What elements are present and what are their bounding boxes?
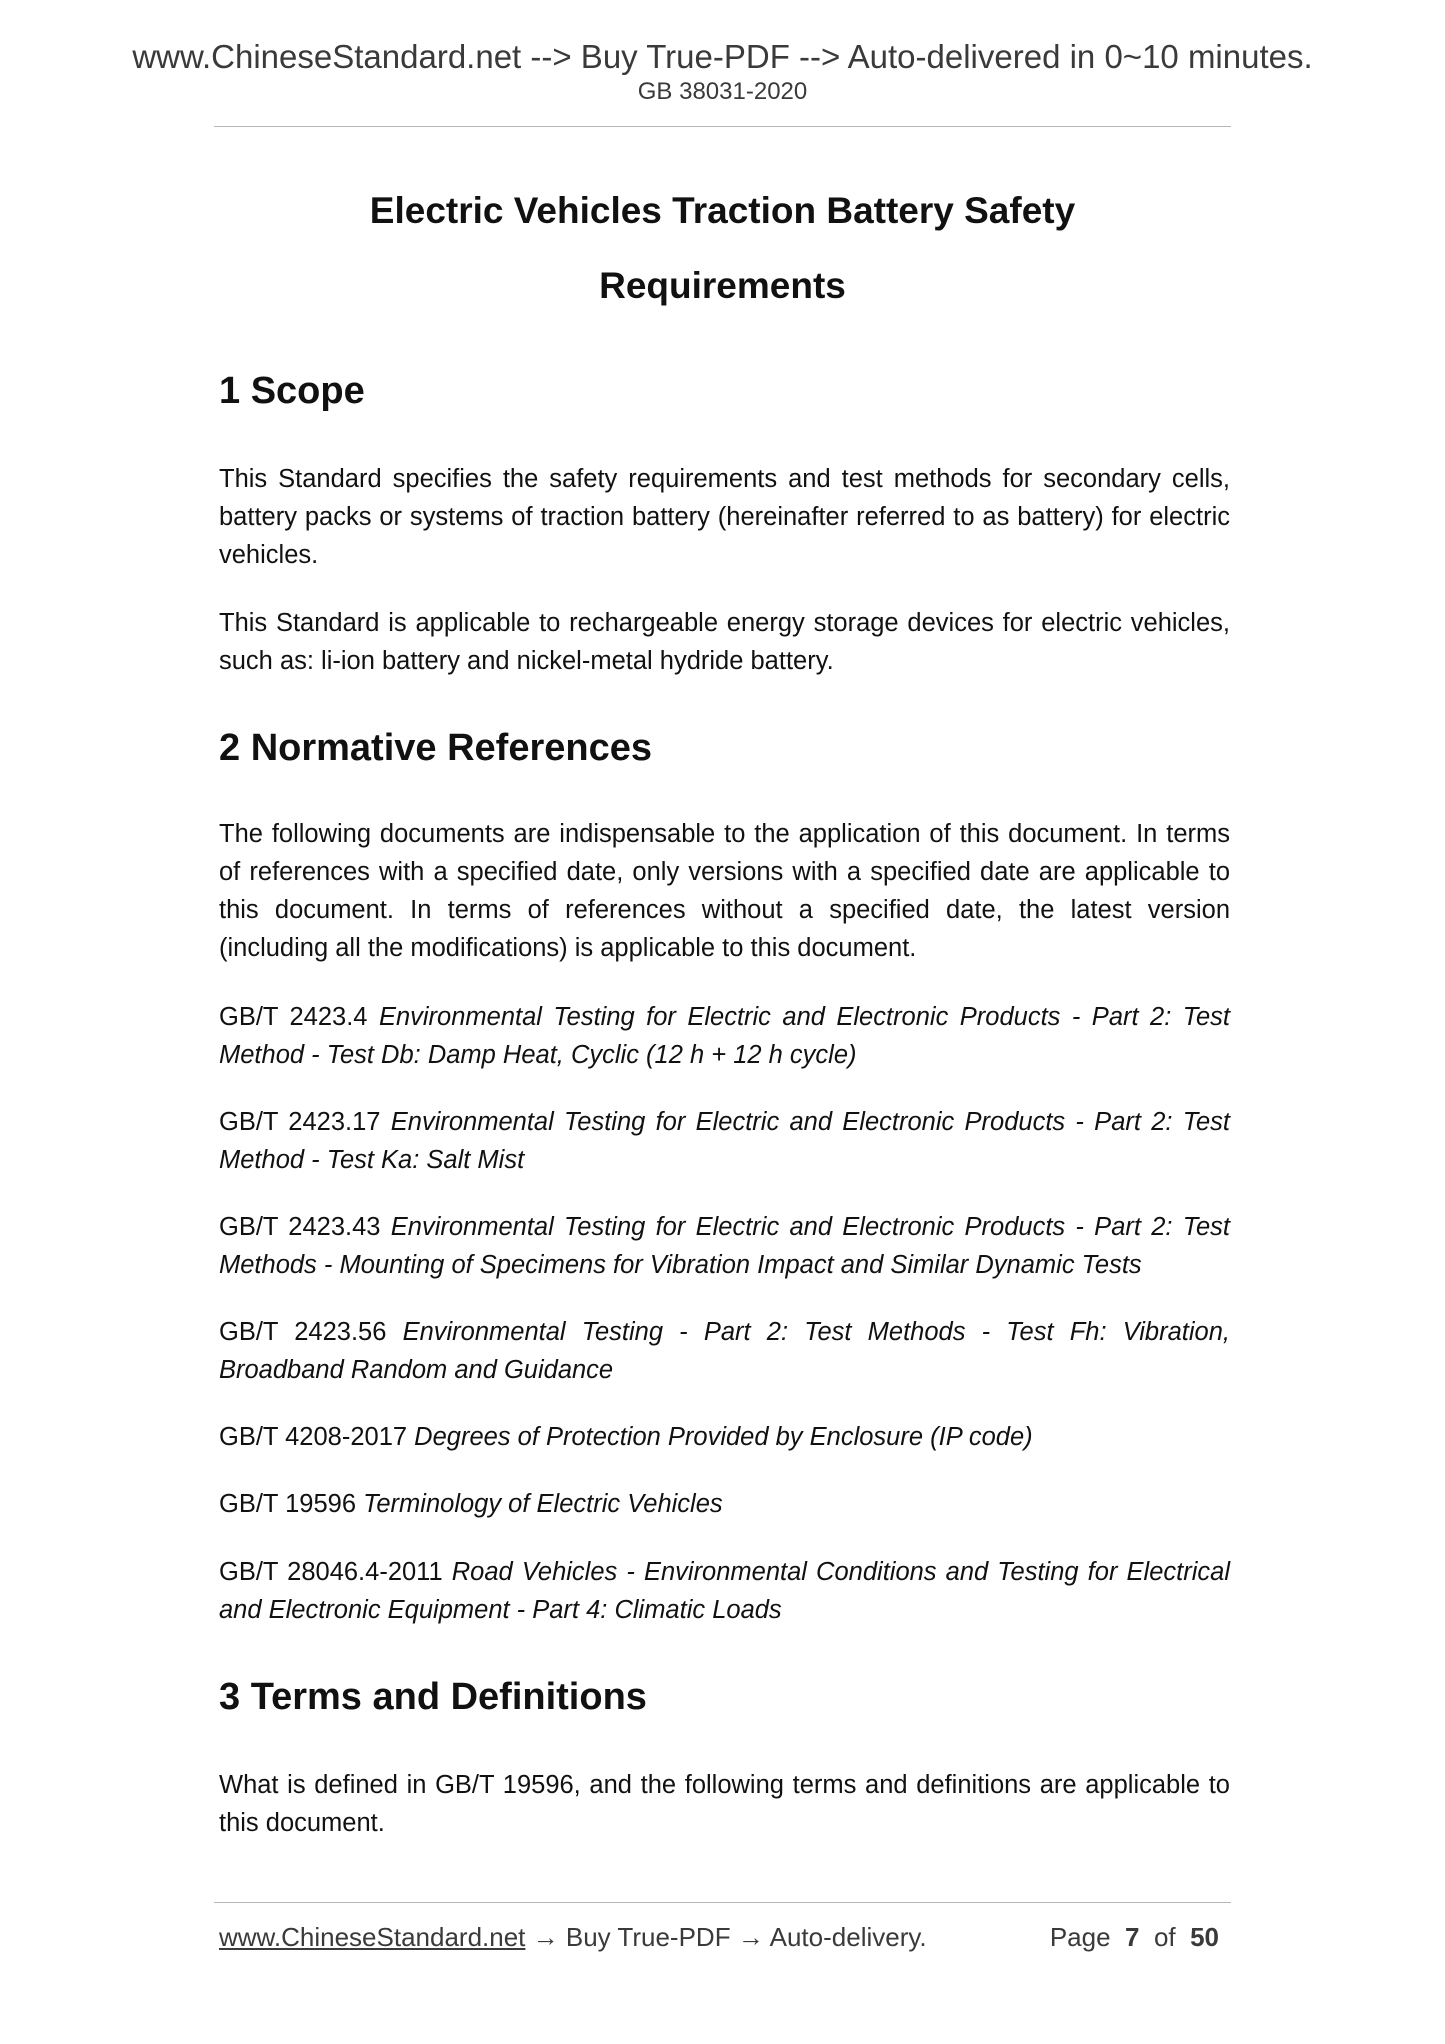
terms-paragraph-1: What is defined in GB/T 19596, and the following terms and definitions are applicable to this document. [219, 1771, 1230, 1837]
reference-code: GB/T 2423.17 [219, 1108, 381, 1136]
page-label: Page [1049, 1922, 1111, 1952]
reference-code: GB/T 4208-2017 [219, 1423, 408, 1451]
reference-item [219, 1418, 1230, 1456]
reference-code: GB/T 28046.4-2011 [219, 1558, 443, 1586]
reference-title: Environmental Testing for Electric and Electronic Products - Part 2: Test Method - Test Db: Damp Heat, Cyclic (12 h + 12 h cycle) [219, 1003, 1230, 1069]
reference-code: GB/T 2423.43 [219, 1213, 381, 1241]
header-divider [214, 126, 1231, 127]
reference-title: Road Vehicles - Environmental Conditions and Testing for Electrical and Electronic Equipment - Part 4: Climatic Loads [219, 1558, 1230, 1624]
arrow-right-icon: → [737, 1922, 764, 1952]
section-heading-normative-references: 2 Normative References [219, 727, 652, 769]
reference-title: Environmental Testing - Part 2: Test Methods - Test Fh: Vibration, Broadband Random and Guidance [219, 1318, 1230, 1384]
footer-auto-text: Auto-delivery. [769, 1922, 927, 1952]
reference-item [219, 1553, 1230, 1629]
doc-title-line1: Electric Vehicles Traction Battery Safety [369, 190, 1076, 231]
reference-item [219, 1485, 1230, 1523]
footer-promo [219, 1922, 927, 1953]
section-heading-terms-definitions: 3 Terms and Definitions [219, 1676, 647, 1718]
footer-site-link[interactable]: www.ChineseStandard.net [219, 1922, 526, 1952]
header-site-banner: www.ChineseStandard.net --> Buy True-PDF --> Auto-delivered in 0~10 minutes. [132, 38, 1313, 75]
reference-item [219, 1313, 1230, 1389]
page-of-label: of [1153, 1922, 1176, 1952]
header-doc-code: GB 38031-2020 [637, 78, 808, 105]
normative-intro-paragraph: The following documents are indispensable to the application of this document. In terms of references with a specified date, only versions with a specified date are applicable to this document. In terms of references without a specified date, the latest version (including all the modifications) is applicable to this document. [219, 820, 1230, 962]
reference-item [219, 1103, 1230, 1179]
page-number: 7 [1125, 1922, 1140, 1952]
scope-paragraph-1: This Standard specifies the safety requirements and test methods for secondary cells, battery packs or systems of traction battery (hereinafter referred to as battery) for electric vehicles. [219, 465, 1230, 569]
page-total: 50 [1190, 1922, 1219, 1952]
doc-title-line2: Requirements [599, 265, 846, 306]
reference-code: GB/T 2423.56 [219, 1318, 387, 1346]
reference-item [219, 998, 1230, 1074]
reference-code: GB/T 2423.4 [219, 1003, 368, 1031]
reference-title: Terminology of Electric Vehicles [363, 1490, 723, 1518]
page-indicator [1050, 1922, 1219, 1953]
footer-divider [214, 1902, 1231, 1903]
footer-buy-text: Buy True-PDF [565, 1922, 731, 1952]
reference-code: GB/T 19596 [219, 1490, 357, 1518]
reference-item [219, 1208, 1230, 1284]
scope-paragraph-2: This Standard is applicable to rechargeable energy storage devices for electric vehicles, such as: li-ion battery and nickel-metal hydride battery. [219, 609, 1230, 675]
section-heading-scope: 1 Scope [219, 370, 365, 412]
reference-title: Environmental Testing for Electric and Electronic Products - Part 2: Test Methods - Mounting of Specimens for Vibration Impact and Similar Dynamic Tests [219, 1213, 1231, 1279]
arrow-right-icon: → [532, 1922, 559, 1952]
reference-title: Degrees of Protection Provided by Enclosure (IP code) [414, 1423, 1033, 1451]
reference-title: Environmental Testing for Electric and Electronic Products - Part 2: Test Method - Test Ka: Salt Mist [219, 1108, 1231, 1174]
